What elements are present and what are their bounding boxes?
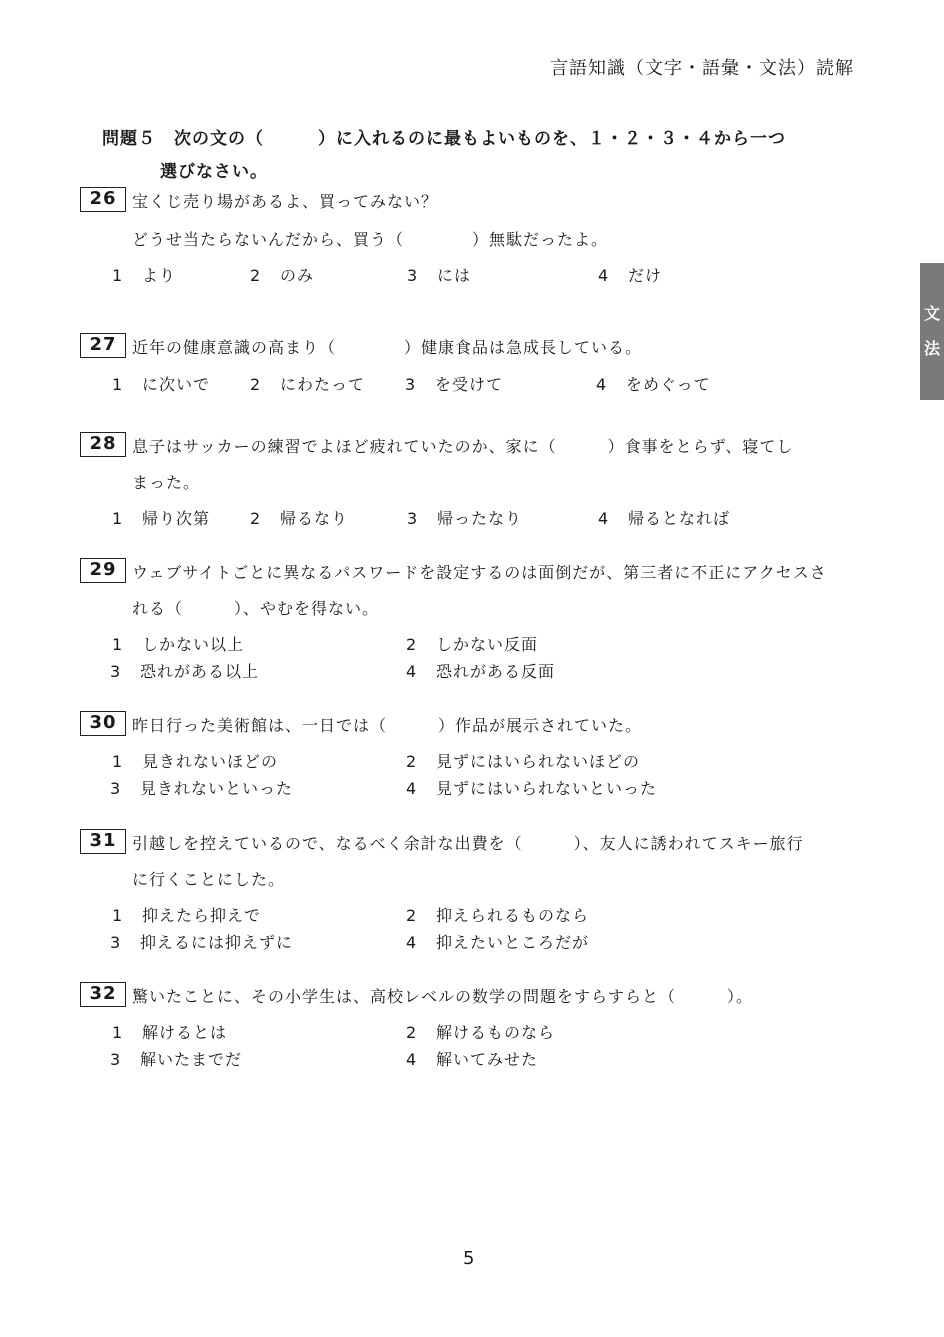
question-text-line-1: ウェブサイトごとに異なるパスワードを設定するのは面倒だが、第三者に不正にアクセスさ: [132, 563, 827, 582]
option-text: 解けるとは: [142, 1023, 228, 1042]
option-number: 2: [406, 906, 418, 925]
option-text: に次いで: [142, 375, 211, 394]
option-1[interactable]: [112, 506, 210, 529]
question-number: 31: [80, 829, 126, 854]
option-number: 4: [596, 375, 608, 394]
option-2[interactable]: [250, 372, 365, 395]
option-1[interactable]: [112, 903, 261, 926]
question-text-line-1: 宝くじ売り場があるよ、買ってみない？: [132, 192, 439, 211]
option-3[interactable]: [110, 1047, 242, 1070]
option-number: 3: [407, 509, 419, 528]
option-number: 4: [406, 933, 418, 952]
option-text: しかない反面: [436, 635, 539, 654]
question-text-line-2: どうせ当たらないんだから、買う（ ）無駄だったよ。: [132, 230, 609, 249]
option-text: 見ずにはいられないといった: [436, 779, 658, 798]
option-number: 1: [112, 266, 124, 285]
option-number: 3: [110, 779, 122, 798]
question-text-line-2: まった。: [132, 473, 201, 492]
question-number: 32: [80, 982, 126, 1007]
option-3[interactable]: [405, 372, 503, 395]
problem-instruction: [102, 124, 786, 182]
option-4[interactable]: [406, 1047, 538, 1070]
option-number: 2: [250, 375, 262, 394]
instruction-line-2: 選びなさい。: [160, 162, 268, 182]
option-text: 帰り次第: [142, 509, 211, 528]
question-text-line-1: 驚いたことに、その小学生は、高校レベルの数学の問題をすらすらと（ ）。: [132, 987, 754, 1006]
option-number: 2: [250, 509, 262, 528]
question-text-line-1: 近年の健康意識の高まり（ ）健康食品は急成長している。: [132, 338, 643, 357]
option-3[interactable]: [110, 930, 293, 953]
option-4[interactable]: [598, 506, 730, 529]
option-text: 抑えたら抑えで: [142, 906, 262, 925]
option-3[interactable]: [407, 506, 522, 529]
option-text: 抑えたいところだが: [436, 933, 590, 952]
option-4[interactable]: [406, 776, 657, 799]
option-number: 3: [110, 933, 122, 952]
page-number: 5: [463, 1248, 475, 1269]
option-text: 解いたまでだ: [140, 1050, 243, 1069]
option-1[interactable]: [112, 1020, 227, 1043]
question-text-line-1: 昨日行った美術館は、一日では（ ）作品が展示されていた。: [132, 716, 643, 735]
option-text: 帰るとなれば: [628, 509, 731, 528]
section-side-tab: [920, 263, 944, 400]
option-number: 2: [406, 1023, 418, 1042]
option-text: 恐れがある反面: [436, 662, 556, 681]
option-number: 2: [250, 266, 262, 285]
option-1[interactable]: [112, 263, 176, 286]
option-2[interactable]: [406, 632, 538, 655]
option-number: 1: [112, 509, 124, 528]
option-3[interactable]: [110, 776, 293, 799]
option-text: 見ずにはいられないほどの: [436, 752, 641, 771]
option-number: 3: [407, 266, 419, 285]
option-text: 解けるものなら: [436, 1023, 556, 1042]
option-number: 3: [110, 1050, 122, 1069]
option-text: 抑えられるものなら: [436, 906, 590, 925]
option-number: 2: [406, 635, 418, 654]
option-text: 解いてみせた: [436, 1050, 539, 1069]
option-3[interactable]: [110, 659, 259, 682]
option-number: 4: [406, 779, 418, 798]
side-tab-char-2: 法: [923, 339, 940, 358]
option-number: 4: [598, 266, 610, 285]
option-text: には: [437, 266, 472, 285]
option-text: 抑えるには抑えずに: [140, 933, 294, 952]
instruction-line-1: 問題５ 次の文の（ ）に入れるのに最もよいものを、１・２・３・４から一つ: [102, 129, 786, 149]
option-4[interactable]: [598, 263, 662, 286]
question-number: 28: [80, 432, 126, 457]
option-2[interactable]: [406, 1020, 555, 1043]
option-number: 3: [405, 375, 417, 394]
option-number: 4: [406, 662, 418, 681]
option-4[interactable]: [406, 659, 555, 682]
question-text-line-1: 息子はサッカーの練習でよほど疲れていたのか、家に（ ）食事をとらず、寝てし: [132, 437, 794, 456]
question-text-line-1: 引越しを控えているので、なるべく余計な出費を（ ）、友人に誘われてスキー旅行: [132, 834, 804, 853]
question-text-line-2: れる（ ）、やむを得ない。: [132, 599, 380, 618]
option-text: をめぐって: [626, 375, 711, 394]
option-text: 恐れがある以上: [140, 662, 260, 681]
option-text: しかない以上: [142, 635, 245, 654]
option-number: 1: [112, 375, 124, 394]
option-number: 4: [406, 1050, 418, 1069]
option-2[interactable]: [250, 263, 314, 286]
option-text: 帰るなり: [280, 509, 349, 528]
option-1[interactable]: [112, 372, 210, 395]
option-number: 1: [112, 906, 124, 925]
option-number: 1: [112, 635, 124, 654]
option-number: 2: [406, 752, 418, 771]
option-text: のみ: [280, 266, 315, 285]
option-text: 帰ったなり: [437, 509, 523, 528]
question-number: 26: [80, 187, 126, 212]
question-number: 30: [80, 711, 126, 736]
option-text: 見きれないほどの: [142, 752, 279, 771]
option-2[interactable]: [250, 506, 348, 529]
question-number: 27: [80, 333, 126, 358]
option-2[interactable]: [406, 749, 640, 772]
section-header: 言語知識（文字・語彙・文法）読解: [550, 58, 854, 79]
option-1[interactable]: [112, 632, 244, 655]
option-3[interactable]: [407, 263, 471, 286]
option-4[interactable]: [596, 372, 711, 395]
option-4[interactable]: [406, 930, 589, 953]
question-text-line-2: に行くことにした。: [132, 870, 286, 889]
option-2[interactable]: [406, 903, 589, 926]
question-number: 29: [80, 558, 126, 583]
option-text: 見きれないといった: [140, 779, 294, 798]
option-text: にわたって: [280, 375, 366, 394]
option-number: 3: [110, 662, 122, 681]
option-number: 1: [112, 752, 124, 771]
option-1[interactable]: [112, 749, 278, 772]
option-text: より: [142, 266, 177, 285]
option-text: を受けて: [435, 375, 504, 394]
option-number: 1: [112, 1023, 124, 1042]
option-text: だけ: [628, 266, 663, 285]
option-number: 4: [598, 509, 610, 528]
side-tab-char-1: 文: [923, 304, 940, 323]
